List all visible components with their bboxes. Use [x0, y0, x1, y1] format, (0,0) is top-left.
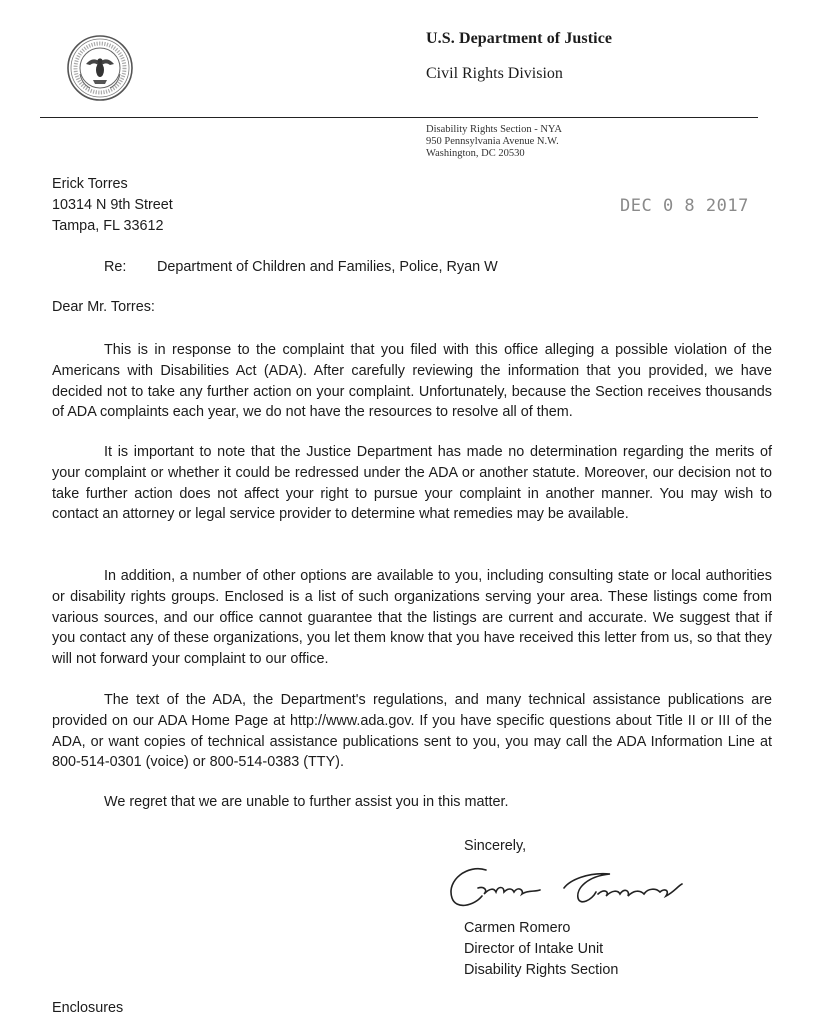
- letterhead-divider: [40, 117, 758, 118]
- handwritten-signature: [438, 858, 698, 914]
- recipient-address: [52, 174, 173, 237]
- seal-emblem-icon: [66, 34, 134, 102]
- closing-line: We regret that we are unable to further assist you in this matter.: [104, 794, 509, 810]
- doj-seal-logo: [66, 34, 134, 102]
- body-paragraph-4: The text of the ADA, the Department's regulations, and many technical assistance publications are provided on our ADA Home Page at http://www.ada.gov. If you have specific questions about Title II or III of the ADA, or want copies of technical assistance publications sent to you, you may call the ADA Information Line at 800-514-0301 (voice) or 800-514-0383 (TTY).: [52, 692, 772, 771]
- recipient-name: Erick Torres: [52, 176, 128, 192]
- signer-title: Director of Intake Unit: [464, 941, 604, 957]
- body-paragraph-1: This is in response to the complaint that you filed with this office alleging a possible violation of the Americans with Disabilities Act (ADA). After carefully reviewing the information that you provided, we have decided not to take any further action on your complaint. Unfortunately, because the Section receives thousands of ADA complaints each year, we do not have the resources to resolve all of them.: [52, 342, 772, 421]
- salutation: Dear Mr. Torres:: [52, 299, 155, 315]
- section-address-line: Disability Rights Section - NYA: [426, 124, 562, 135]
- department-name: U.S. Department of Justice: [426, 30, 613, 47]
- regarding-subject: Department of Children and Families, Police, Ryan W: [157, 259, 498, 275]
- body-paragraph-2: It is important to note that the Justice Department has made no determination regarding the merits of your complaint or whether it could be redressed under the ADA or another statute. Moreover, our decision not to take further action does not affect your right to pursue your complaint in another manner. You may wish to contact an attorney or legal service provider to determine what remedies may be available.: [52, 444, 772, 523]
- signer-name: Carmen Romero: [464, 920, 571, 936]
- recipient-city: Tampa, FL 33612: [52, 218, 164, 234]
- enclosures-label: Enclosures: [52, 1000, 124, 1016]
- letterhead: [426, 30, 612, 83]
- section-address-line: 950 Pennsylvania Avenue N.W.: [426, 136, 559, 147]
- division-name: Civil Rights Division: [426, 65, 563, 82]
- regarding-line: [104, 259, 498, 275]
- regarding-label: Re:: [104, 259, 127, 275]
- section-address-line: Washington, DC 20530: [426, 148, 525, 159]
- recipient-street: 10314 N 9th Street: [52, 197, 173, 213]
- signer-section: Disability Rights Section: [464, 962, 619, 978]
- signer-info: [464, 918, 618, 981]
- body-paragraph-3: In addition, a number of other options are available to you, including consulting state or local authorities or disability rights groups. Enclosed is a list of such organizations serving your area. These listings come from various sources, and our office cannot guarantee that the listings are current and accurate. We suggest that if you contact any of these organizations, you let them know that you have received this letter from us, so that they will not forward your complaint to our office.: [52, 568, 772, 668]
- date-stamp: DEC 0 8 2017: [620, 196, 749, 216]
- section-address: [426, 124, 562, 160]
- complimentary-close: Sincerely,: [464, 838, 527, 854]
